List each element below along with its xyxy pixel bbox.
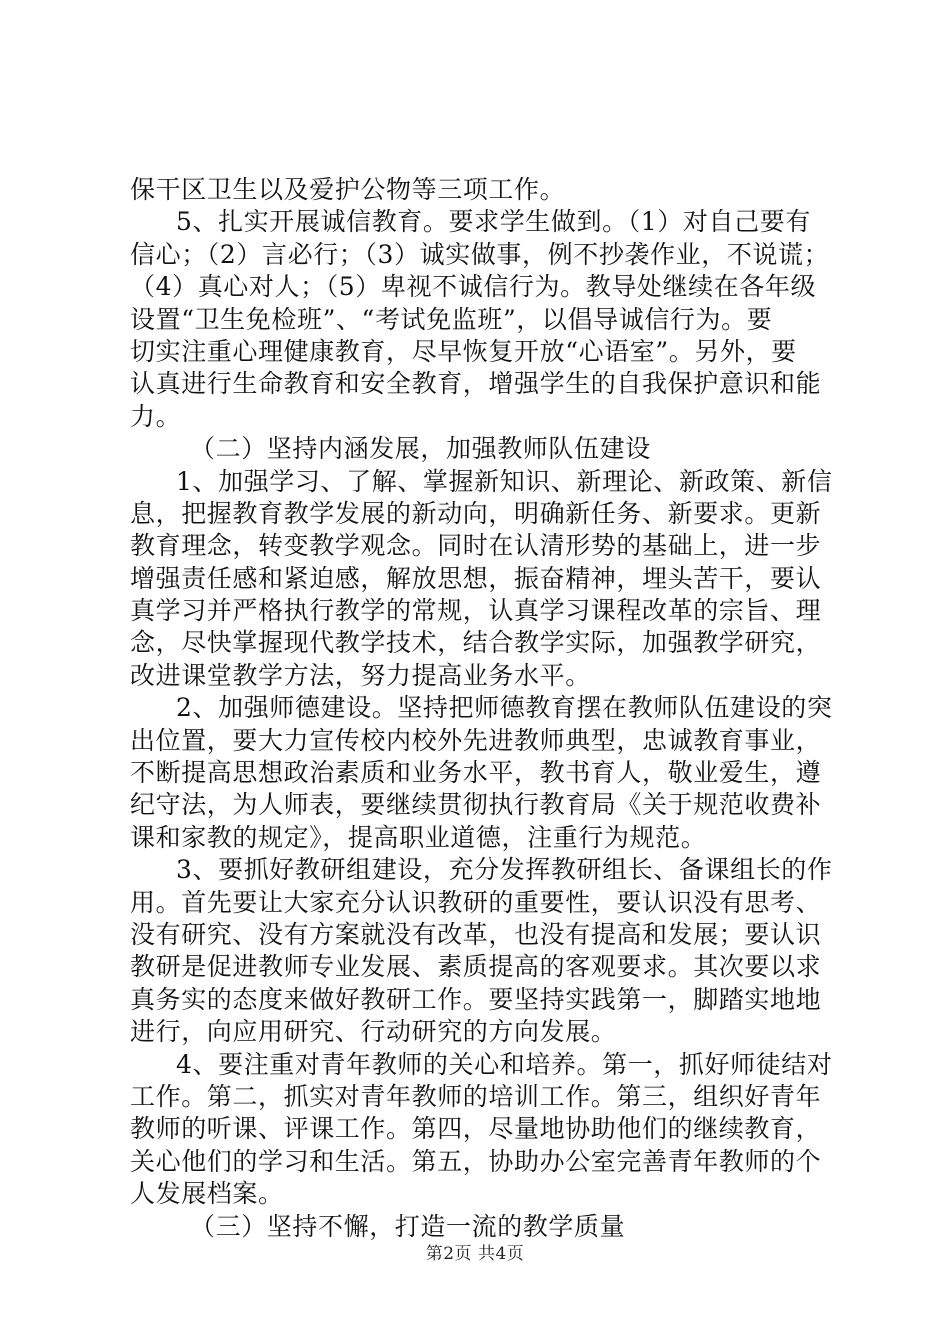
text-line: 进行，向应用研究、行动研究的方向发展。: [130, 1017, 617, 1047]
body-text: [130, 174, 833, 1243]
text-line: 没有研究、没有方案就没有改革，也没有提高和发展；要认识: [130, 919, 822, 949]
paragraph-5-start: 5、扎实开展诚信教育。要求学生做到。（1）对自己要有: [176, 207, 811, 237]
paragraph-3-start: 3、要抓好教研组建设，充分发挥教研组长、备课组长的作: [176, 855, 833, 885]
text-line: 教研是促进教师专业发展、素质提高的客观要求。其次要以求: [130, 952, 822, 982]
paragraph-2-start: 2、加强师德建设。坚持把师德教育摆在教师队伍建设的突: [176, 693, 833, 723]
text-line: 切实注重心理健康教育，尽早恢复开放“心语室”。另外，要: [130, 336, 797, 366]
text-line: 认真进行生命教育和安全教育，增强学生的自我保护意识和能: [130, 369, 822, 399]
page-number-footer: 第2页 共4页: [425, 1244, 525, 1264]
text-line: 改进课堂教学方法，努力提高业务水平。: [130, 660, 591, 690]
text-line: 设置“卫生免检班”、“考试免监班”，以倡导诚信行为。要: [130, 304, 773, 334]
text-line: 工作。第二，抓实对青年教师的培训工作。第三，组织好青年: [130, 1081, 822, 1111]
text-line: 信心；（2）言必行；（3）诚实做事，例不抄袭作业，不说谎；: [130, 239, 830, 269]
text-line: 力。: [130, 401, 182, 431]
text-line: 纪守法，为人师表，要继续贯彻执行教育局《关于规范收费补: [130, 790, 822, 820]
text-line: 关心他们的学习和生活。第五，协助办公室完善青年教师的个: [130, 1146, 822, 1176]
text-line: 出位置，要大力宣传校内校外先进教师典型，忠诚教育事业，: [130, 725, 822, 755]
text-line: 真学习并严格执行教学的常规，认真学习课程改革的宗旨、理: [130, 596, 822, 626]
text-line: 用。首先要让大家充分认识教研的重要性，要认识没有思考、: [130, 887, 822, 917]
text-line: 课和家教的规定》，提高职业道德，注重行为规范。: [130, 822, 707, 852]
paragraph-1-start: 1、加强学习、了解、掌握新知识、新理论、新政策、新信: [176, 466, 833, 496]
text-line: 念，尽快掌握现代教学技术，结合教学实际，加强教学研究，: [130, 628, 822, 658]
section-heading-3: （三）坚持不懈，打造一流的教学质量: [190, 1211, 626, 1241]
paragraph-4-start: 4、要注重对青年教师的关心和培养。第一，抓好师徒结对: [176, 1049, 833, 1079]
text-line: 保干区卫生以及爱护公物等三项工作。: [130, 175, 566, 204]
text-line: 人发展档案。: [130, 1179, 284, 1209]
text-line: 教师的听课、评课工作。第四，尽量地协助他们的继续教育，: [130, 1114, 822, 1144]
text-line: 息，把握教育教学发展的新动向，明确新任务、新要求。更新: [130, 498, 822, 528]
section-heading-2: （二）坚持内涵发展，加强教师队伍建设: [190, 434, 651, 464]
text-line: 增强责任感和紧迫感，解放思想，振奋精神，埋头苦干，要认: [130, 563, 822, 593]
text-line: （4）真心对人；（5）卑视不诚信行为。教导处继续在各年级: [130, 272, 817, 302]
text-line: 真务实的态度来做好教研工作。要坚持实践第一，脚踏实地地: [130, 984, 822, 1014]
text-line: 不断提高思想政治素质和业务水平，教书育人，敬业爱生，遵: [130, 758, 822, 788]
text-line: 教育理念，转变教学观念。同时在认清形势的基础上，进一步: [130, 531, 822, 561]
